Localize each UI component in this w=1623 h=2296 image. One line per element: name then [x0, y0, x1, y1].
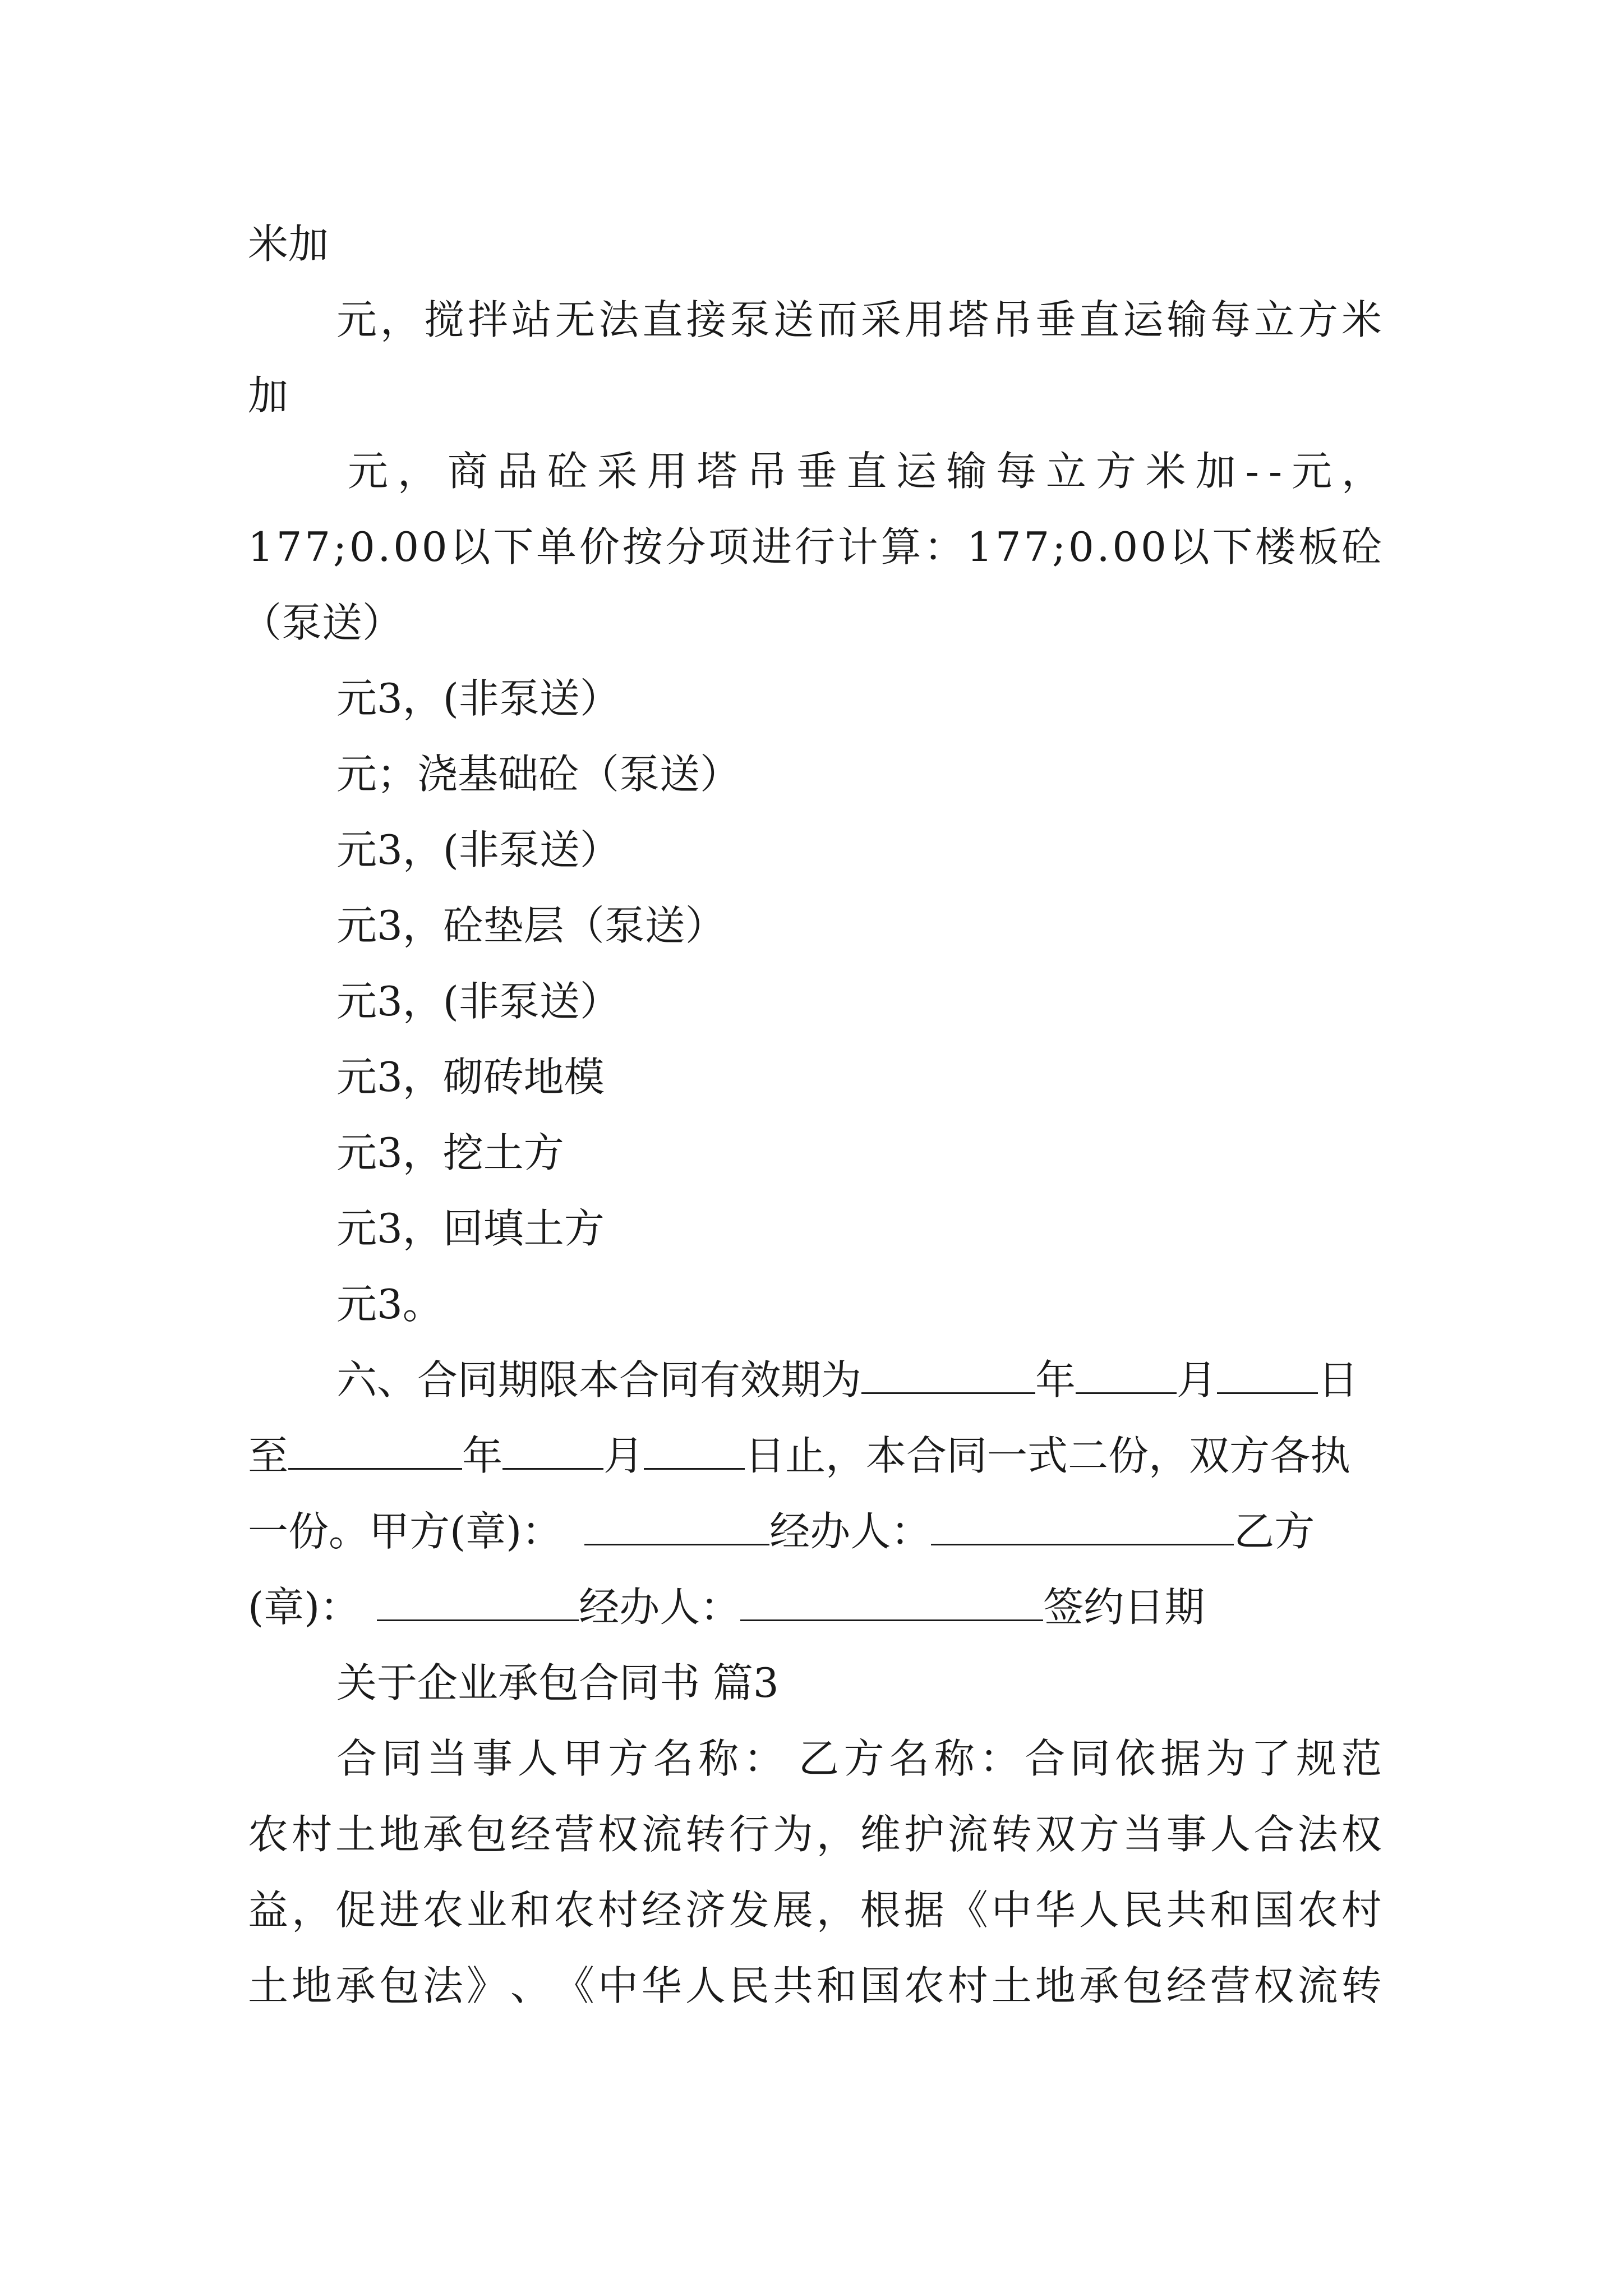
year-label: 年: [1035, 1356, 1076, 1404]
text-line: 元3，(非泵送）: [336, 978, 620, 1025]
text-line: 元3，回填土方: [336, 1205, 605, 1252]
body-line: 农 村 土 地 承 包 经 营 权 流 转 行 为 ， 维 护 流 转 双 方 当 事 人 合 法 权: [248, 1811, 1382, 1858]
text-line: 元；浇基础砼（泵送）: [336, 751, 741, 798]
month-label: 月: [1177, 1356, 1218, 1404]
text-line: 元 ， 搅 拌 站 无 法 直 接 泵 送 而 采 用 塔 吊 垂 直 运 输 每 立 方 米: [336, 296, 1382, 343]
text-line: 元3，砌砖地模: [336, 1053, 605, 1101]
day-label: 日: [1318, 1356, 1359, 1404]
contract-term-line-2: [248, 1428, 1382, 1484]
text-line: 元 ， 商 品 砼 采 用 塔 吊 垂 直 运 输 每 立 方 米 加 - - 元 ，: [348, 448, 1382, 495]
text-line: 元3，砼垫层（泵送）: [336, 902, 726, 949]
text-line: 元3，(非泵送）: [336, 675, 620, 722]
signature-line-2: [248, 1579, 1382, 1635]
month-label: 月: [603, 1432, 644, 1479]
party-a-label: 一份。甲方(章)：: [248, 1508, 562, 1555]
party-b-label: 乙方: [1234, 1508, 1315, 1555]
year-blank: [288, 1432, 462, 1470]
text-line: （泵送）: [241, 599, 403, 646]
text-line: 元3。: [336, 1281, 443, 1328]
section-title: 关于企业承包合同书 篇3: [336, 1659, 779, 1706]
day-blank: [644, 1432, 745, 1470]
party-a-seal-blank: [584, 1508, 769, 1545]
year-label: 年: [462, 1432, 503, 1479]
term-label: 六、合同期限本合同有效期为: [336, 1356, 862, 1404]
agent-blank: [931, 1508, 1234, 1545]
text-line: 1 7 7 ; 0 . 0 0 以 下 单 价 按 分 项 进 行 计 算 ： 1 7 7 ; 0 . 0 0 以 下 楼 板 砼: [248, 523, 1382, 570]
body-line: 益 ， 促 进 农 业 和 农 村 经 济 发 展 ， 根 据 《 中 华 人 民 共 和 国 农 村: [248, 1887, 1382, 1934]
year-blank: [861, 1356, 1035, 1394]
contract-term-line: [336, 1352, 1382, 1408]
text-line: 加: [248, 372, 289, 419]
agent-label: 经办人：: [579, 1584, 741, 1631]
day-blank: [1217, 1356, 1318, 1394]
text-line: 元3，挖土方: [336, 1129, 564, 1176]
party-b-seal-label: (章)：: [248, 1584, 361, 1631]
text-line: 元3，(非泵送）: [336, 826, 620, 873]
agent-blank: [740, 1584, 1043, 1621]
signature-line: [248, 1503, 1382, 1559]
text-line: 米加: [248, 220, 329, 268]
sign-date-label: 签约日期: [1043, 1584, 1205, 1631]
party-b-seal-blank: [377, 1584, 579, 1621]
agent-label: 经办人：: [769, 1508, 932, 1555]
to-label: 至: [248, 1432, 289, 1479]
body-line: 合 同 当 事 人 甲 方 名 称 ： 乙 方 名 称 ： 合 同 依 据 为 了 规 范: [336, 1735, 1382, 1782]
month-blank: [1076, 1356, 1177, 1394]
body-line: 土 地 承 包 法 》 、 《 中 华 人 民 共 和 国 农 村 土 地 承 包 经 营 权 流 转: [248, 1962, 1382, 2009]
term-end-text: 日止，本合同一式二份，双方各执: [745, 1432, 1351, 1479]
month-blank: [502, 1432, 603, 1470]
